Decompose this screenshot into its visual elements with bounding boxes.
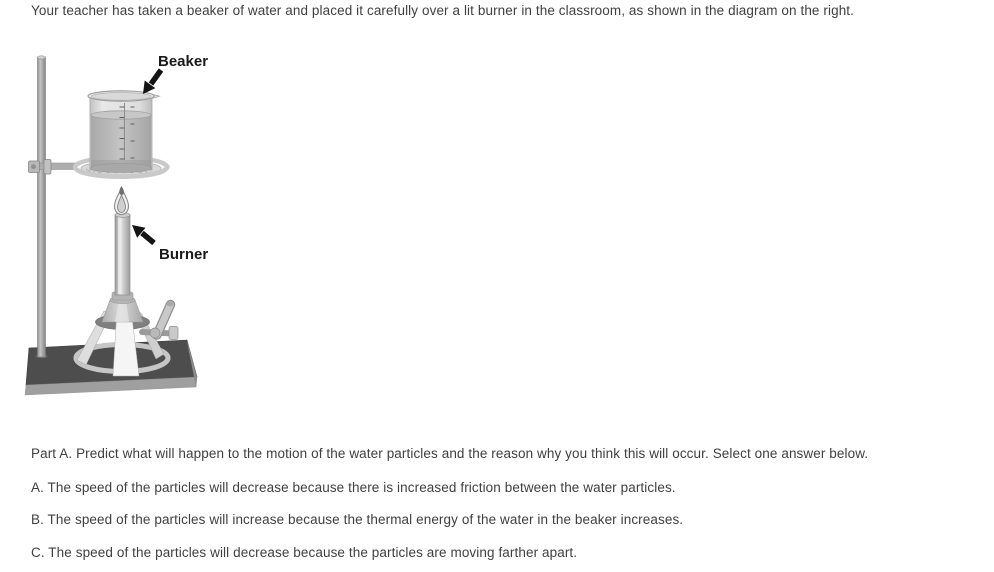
question-prompt: Part A. Predict what will happen to the motion of the water particles and the reason why you think this will occur. Select one answer below. <box>31 446 869 461</box>
answer-option-a[interactable]: A. The speed of the particles will decrease because there is increased friction between the water particles. <box>31 480 676 495</box>
answer-option-b[interactable]: B. The speed of the particles will increase because the thermal energy of the water in the beaker increases. <box>31 512 684 527</box>
burner-annotation <box>132 225 208 263</box>
apparatus-svg <box>20 45 215 400</box>
burner-barrel <box>115 213 130 295</box>
burner-label: Burner <box>159 246 209 263</box>
flame <box>115 186 129 215</box>
beaker <box>88 91 160 173</box>
answer-option-c[interactable]: C. The speed of the particles will decrease because the particles are moving farther apart. <box>31 545 578 560</box>
beaker-annotation <box>143 53 208 94</box>
apparatus-diagram <box>20 45 215 400</box>
ring-clamp <box>29 160 78 175</box>
burner-cone <box>102 297 143 323</box>
stand-rod <box>36 56 48 358</box>
stand-base-plate <box>25 340 197 395</box>
beaker-label: Beaker <box>158 53 209 70</box>
intro-text: Your teacher has taken a beaker of water and placed it carefully over a lit burner in the classroom, as shown in the diagram on the right. <box>31 3 855 18</box>
